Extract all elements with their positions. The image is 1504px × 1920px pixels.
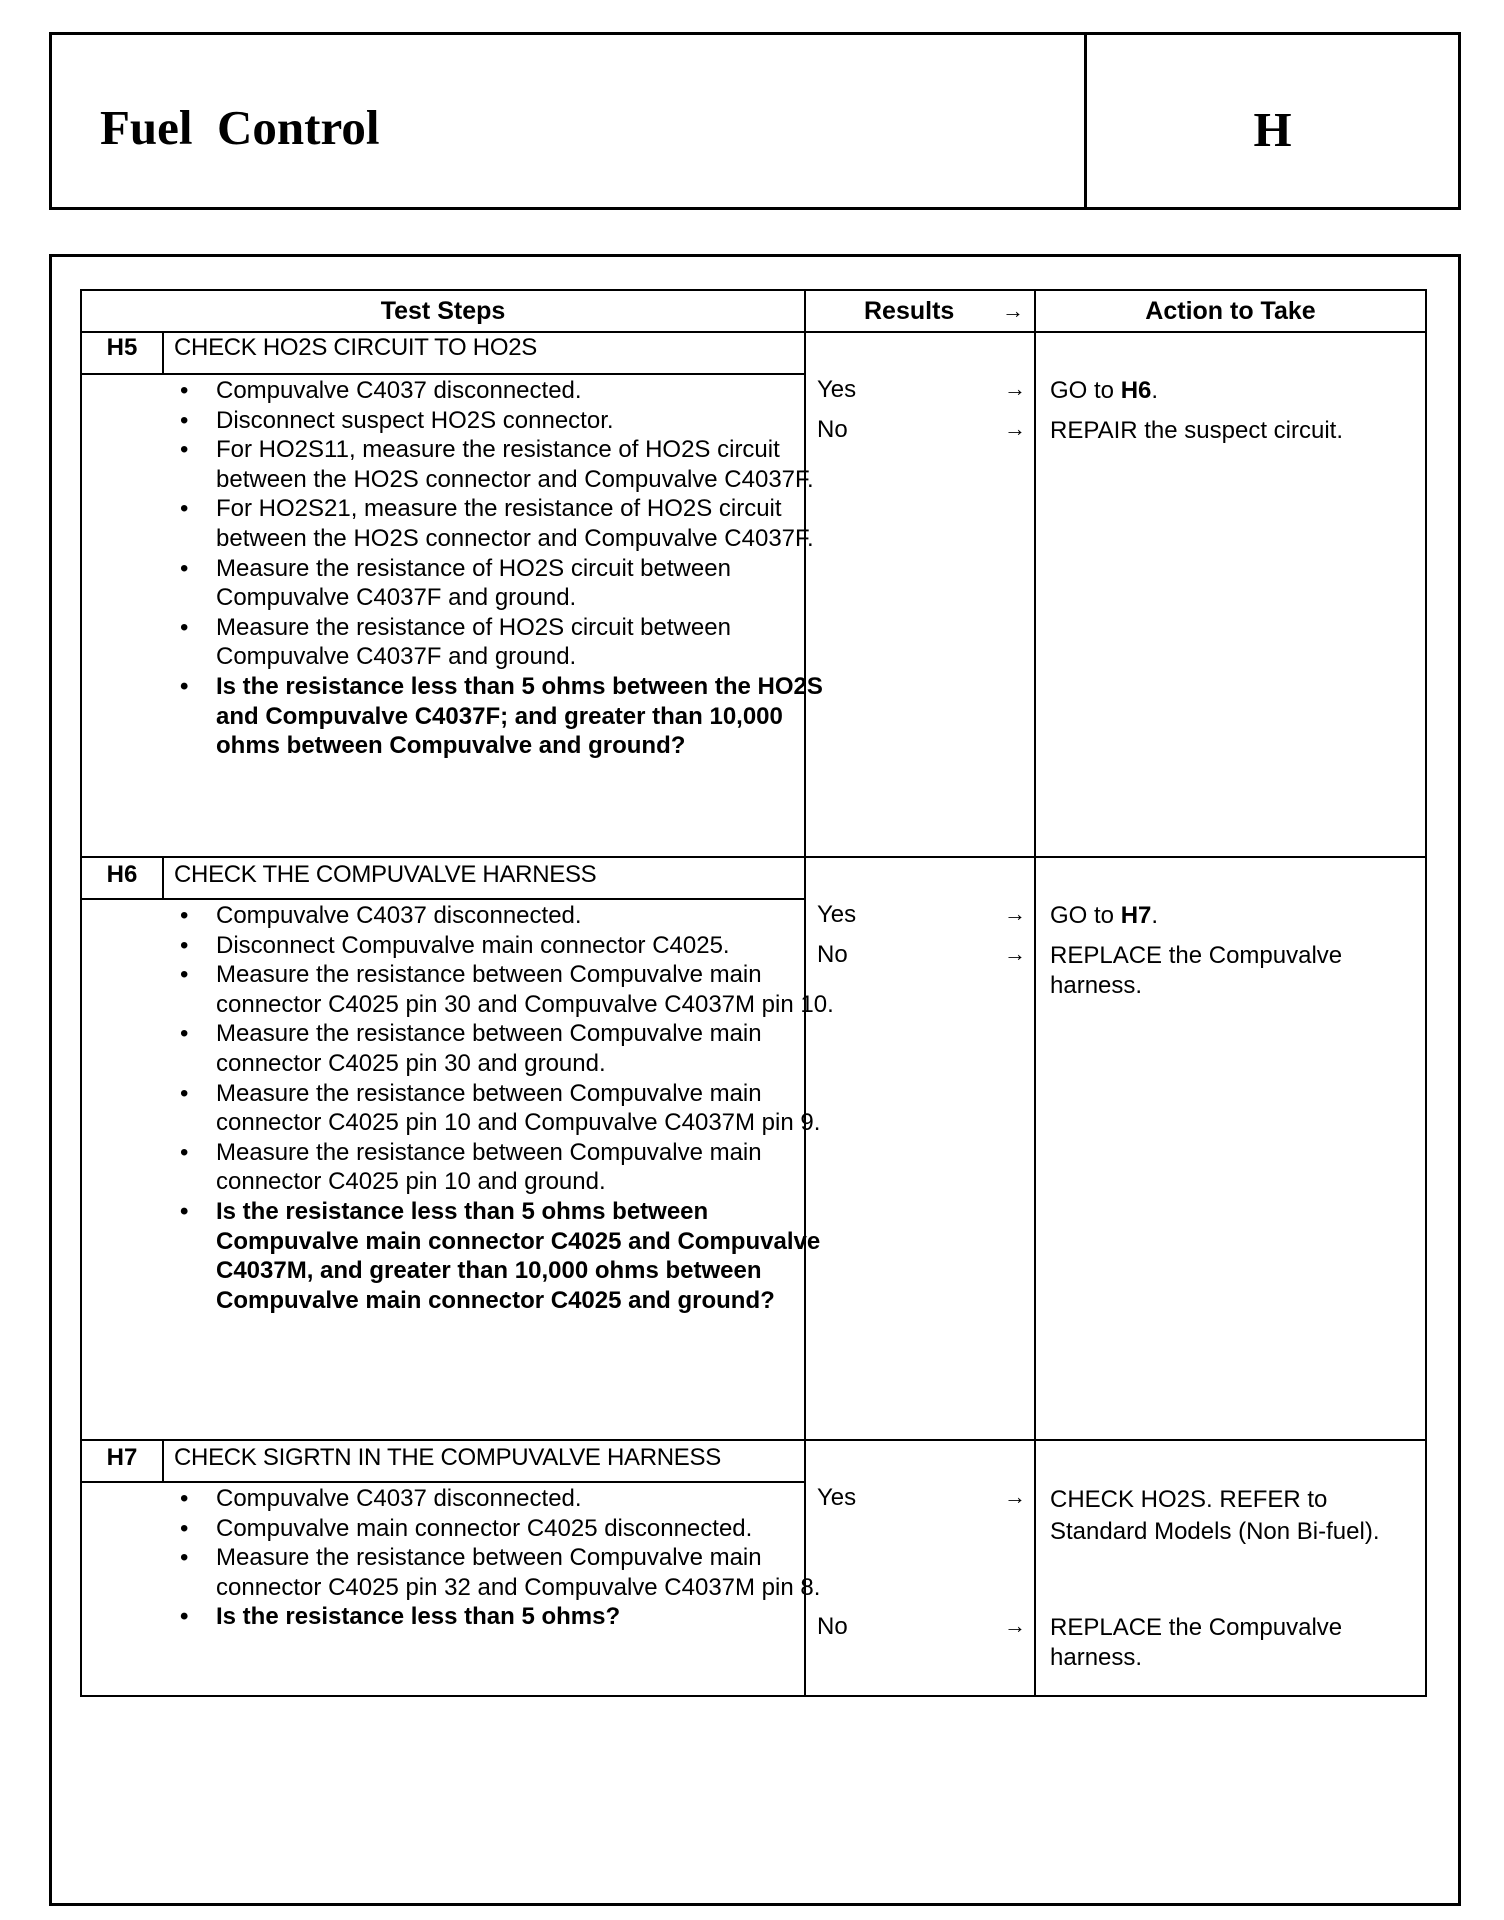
arrow-icon: → — [1004, 416, 1026, 441]
step-id: H6 — [106, 861, 138, 888]
step-title: CHECK THE COMPUVALVE HARNESS — [174, 861, 597, 888]
step-reference: H6 — [1120, 377, 1152, 404]
list-item: • Measure the resistance of HO2S circuit between Compuvalve C4037F and ground. — [172, 554, 842, 613]
action-rest: . — [1151, 902, 1159, 929]
id-divider — [162, 331, 164, 373]
result-label: No — [817, 1613, 848, 1640]
list-item: • Measure the resistance between Compuvalve main connector C4025 pin 30 and ground. — [172, 1019, 842, 1078]
list-item: • For HO2S21, measure the resistance of HO2S circuit between the HO2S connector and Compuvalve C4037F. — [172, 494, 842, 553]
action-text — [1050, 901, 1420, 931]
result-label: No — [817, 941, 848, 968]
action-rest: the Compuvalve harness. — [1050, 1614, 1343, 1671]
arrow-icon: → — [1004, 376, 1026, 401]
list-item: • Disconnect suspect HO2S connector. — [172, 406, 842, 436]
id-divider — [162, 1439, 164, 1481]
action-verb: CHECK HO2S. REFER to — [1050, 1486, 1328, 1513]
list-item: • Measure the resistance between Compuvalve main connector C4025 pin 10 and Compuvalve C4037M pin 9. — [172, 1079, 842, 1138]
action-text — [1050, 416, 1420, 446]
step-h5-instructions — [172, 376, 842, 761]
step-separator — [82, 856, 1425, 858]
action-verb: GO to — [1050, 377, 1121, 404]
action-verb: REPAIR — [1050, 417, 1138, 444]
result-label: No — [817, 416, 848, 443]
step-id: H7 — [106, 1444, 138, 1471]
action-verb: REPLACE — [1050, 942, 1163, 969]
col-header-action: Action to Take — [1145, 297, 1316, 325]
result-label: Yes — [817, 901, 857, 928]
action-rest: the suspect circuit. — [1137, 417, 1343, 444]
action-rest: . — [1151, 377, 1159, 404]
list-item: • Compuvalve C4037 disconnected. — [172, 1484, 842, 1514]
action-rest: the Compuvalve harness. — [1050, 942, 1343, 999]
list-item: • Measure the resistance between Compuvalve main connector C4025 pin 32 and Compuvalve C4037M pin 8. — [172, 1543, 842, 1602]
col-header-results — [806, 291, 1034, 331]
result-label: Yes — [817, 1484, 857, 1511]
action-verb: REPLACE — [1050, 1614, 1163, 1641]
list-item: • Compuvalve main connector C4025 disconnected. — [172, 1514, 842, 1544]
page-title: Fuel Control — [100, 100, 380, 155]
header-rule — [82, 331, 1425, 333]
arrow-icon: → — [1004, 941, 1026, 966]
list-item: • Disconnect Compuvalve main connector C4025. — [172, 931, 842, 961]
step-question: • Is the resistance less than 5 ohms? — [172, 1602, 842, 1632]
step-h6-instructions — [172, 901, 842, 1315]
step-h7-instructions — [172, 1484, 842, 1632]
step-title-rule — [82, 373, 804, 375]
section-letter: H — [1253, 102, 1292, 157]
arrow-icon: → — [1002, 298, 1024, 323]
arrow-icon: → — [1004, 901, 1026, 926]
col-header-test-steps: Test Steps — [380, 297, 506, 325]
list-item: • For HO2S11, measure the resistance of HO2S circuit between the HO2S connector and Compuvalve C4037F. — [172, 435, 842, 494]
page-header — [49, 32, 1461, 210]
action-verb: GO to — [1050, 902, 1121, 929]
step-question: • Is the resistance less than 5 ohms between Compuvalve main connector C4025 and Compuvalve C4037M, and greater than 10,000 ohms between Compuvalve main connector C4025 and ground? — [172, 1197, 842, 1315]
arrow-icon: → — [1004, 1613, 1026, 1638]
step-title-rule — [82, 1481, 804, 1483]
list-item: • Measure the resistance of HO2S circuit between Compuvalve C4037F and ground. — [172, 613, 842, 672]
results-header-label: Results — [864, 297, 955, 325]
arrow-icon: → — [1004, 1484, 1026, 1509]
step-title-rule — [82, 898, 804, 900]
action-rest: Standard Models (Non Bi-fuel). — [1050, 1518, 1380, 1545]
step-title: CHECK HO2S CIRCUIT TO HO2S — [174, 334, 537, 361]
step-title: CHECK SIGRTN IN THE COMPUVALVE HARNESS — [174, 1444, 721, 1471]
action-text — [1050, 941, 1420, 1001]
step-separator — [82, 1439, 1425, 1441]
id-divider — [162, 856, 164, 898]
action-text — [1050, 1484, 1420, 1548]
step-question: • Is the resistance less than 5 ohms between the HO2S and Compuvalve C4037F; and greater than 10,000 ohms between Compuvalve and ground? — [172, 672, 842, 761]
list-item: • Measure the resistance between Compuvalve main connector C4025 pin 30 and Compuvalve C4037M pin 10. — [172, 960, 842, 1019]
result-label: Yes — [817, 376, 857, 403]
column-divider — [1034, 291, 1036, 1695]
list-item: • Measure the resistance between Compuvalve main connector C4025 pin 10 and ground. — [172, 1138, 842, 1197]
list-item: • Compuvalve C4037 disconnected. — [172, 376, 842, 406]
diagnostic-table — [80, 289, 1427, 1697]
step-reference: H7 — [1120, 902, 1152, 929]
action-text — [1050, 1613, 1420, 1673]
list-item: • Compuvalve C4037 disconnected. — [172, 901, 842, 931]
step-id: H5 — [106, 334, 138, 361]
action-text — [1050, 376, 1420, 406]
